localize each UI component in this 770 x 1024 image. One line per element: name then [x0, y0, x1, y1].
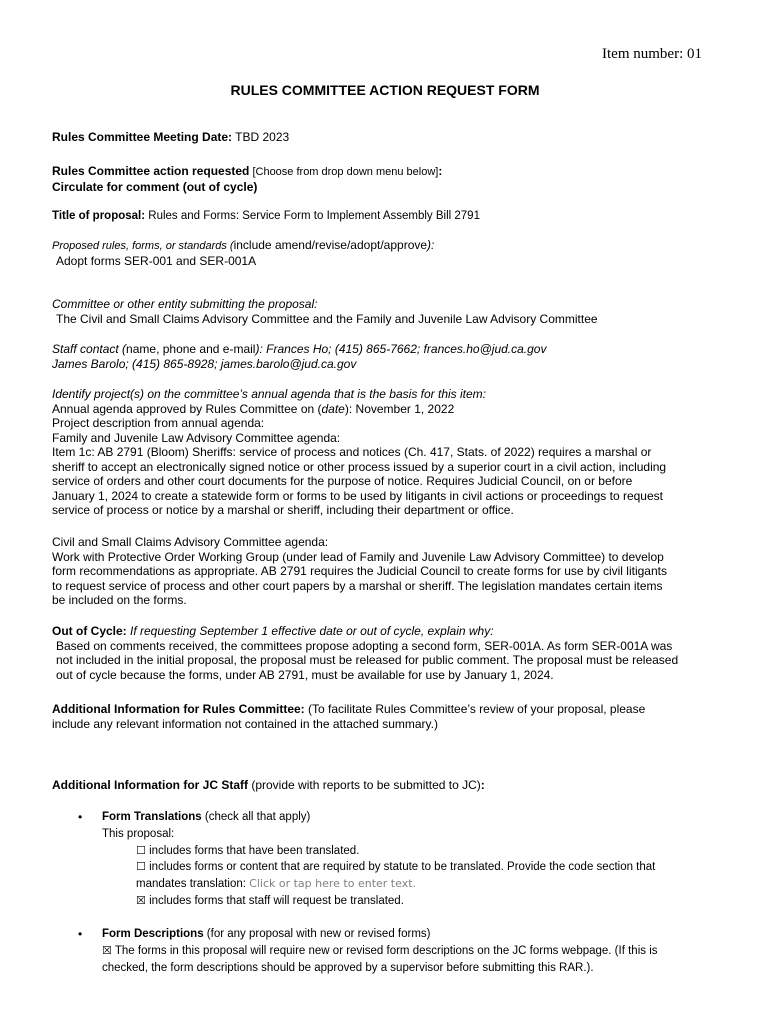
ooc-line-0: Based on comments received, the committees propose adopting a second form, SER-001A. As form SER-001A was — [56, 638, 673, 653]
translations-label: Form Translations — [102, 811, 202, 823]
checked-checkbox-icon[interactable]: ☒ — [102, 943, 112, 957]
action-hint: [Choose from drop down menu below] — [249, 166, 439, 178]
translation-option-1 — [102, 843, 722, 860]
action-colon: : — [438, 164, 443, 178]
family-line-2: service of orders and other court documents for the purpose of notice. Requires Judicial Council, on or before — [52, 474, 633, 488]
form-title: RULES COMMITTEE ACTION REQUEST FORM — [230, 82, 540, 98]
ooc-line-1: not included in the initial proposal, the proposal must be released for public comment. The proposal must be released — [56, 653, 679, 667]
civil-line-1: form recommendations as appropriate. AB 2791 requires the Judicial Council to create forms for use by civil litigants — [52, 564, 667, 578]
additional-rules-line-1: (To facilitate Rules Committee’s review of your proposal, please — [304, 702, 646, 716]
family-line-1: sheriff to accept an electronically signed notice or other process issued by a superior court in a civil action, including — [52, 459, 667, 474]
action-label: Rules Committee action requested — [52, 164, 250, 178]
civil-line-2: to request service of process and other court papers by a marshal or sheriff. The legislation mandates certain items — [52, 578, 663, 593]
meeting-date-value: TBD 2023 — [232, 130, 290, 144]
family-line-4: service of process or notice by a marshal or sheriff, including their department or office. — [52, 503, 514, 517]
staff-contact — [52, 342, 722, 371]
approved-a: Annual agenda approved by Rules Committee on ( — [52, 401, 322, 416]
approved-b: ): November 1, 2022 — [344, 401, 455, 416]
translation-option-2-cont — [102, 876, 722, 893]
unchecked-checkbox-icon[interactable]: ☐ — [136, 843, 146, 857]
bullet-icon: • — [78, 927, 83, 941]
civil-line-3: be included on the forms. — [52, 593, 187, 607]
translation-option-3-text: includes forms that staff will request be translated. — [145, 894, 404, 907]
proposed-label-b: include amend/revise/adopt/approve — [233, 238, 428, 252]
civil-label: Civil and Small Claims Advisory Committee agenda: — [52, 535, 329, 549]
action-requested — [52, 164, 722, 194]
out-of-cycle — [52, 624, 722, 682]
meeting-date — [52, 130, 722, 145]
committee-label: Committee or other entity submitting the proposal: — [52, 297, 318, 311]
proposed-value: Adopt forms SER-001 and SER-001A — [56, 253, 257, 268]
family-label: Family and Juvenile Law Advisory Committee agenda: — [52, 430, 341, 445]
ooc-hint: If requesting September 1 effective date or out of cycle, explain why: — [126, 624, 494, 638]
translation-option-3 — [102, 893, 722, 910]
additional-rules-label: Additional Information for Rules Committee: — [52, 702, 305, 716]
additional-rules — [52, 702, 722, 731]
code-section-input[interactable]: Click or tap here to enter text. — [249, 877, 417, 891]
committee-value: The Civil and Small Claims Advisory Committee and the Family and Juvenile Law Advisory Committee — [56, 311, 598, 326]
proposal-title-label: Title of proposal: — [52, 210, 146, 222]
additional-jc-colon: : — [480, 778, 485, 792]
additional-jc — [52, 778, 722, 793]
meeting-date-label: Rules Committee Meeting Date: — [52, 130, 233, 144]
item-number: Item number: 01 — [602, 46, 702, 62]
descriptions-line-2: checked, the form descriptions should be approved by a supervisor before submitting this RAR.). — [102, 961, 594, 974]
checked-checkbox-icon[interactable]: ☒ — [136, 893, 146, 907]
additional-jc-hint: (provide with reports to be submitted to JC) — [248, 778, 481, 792]
family-line-0: Item 1c: AB 2791 (Bloom) Sheriffs: service of process and notices (Ch. 417, Stats. of 2022) requires a marshal or — [52, 445, 652, 459]
project-label: Identify project(s) on the committee’s annual agenda that is the basis for this item: — [52, 387, 487, 401]
committee — [52, 297, 722, 326]
staff-label: Staff contact ( — [52, 342, 127, 356]
descriptions-line-1: The forms in this proposal will require new or revised form descriptions on the JC forms webpage. (If this is — [111, 944, 658, 957]
proposal-title — [52, 209, 722, 224]
descriptions-label: Form Descriptions — [102, 928, 204, 940]
staff-label-c: ): — [255, 342, 267, 356]
proposed-label-c: ): — [427, 238, 435, 252]
ooc-line-2: out of cycle because the forms, under AB 2791, must be available for use by January 1, 2024. — [56, 667, 554, 682]
translations-intro: This proposal: — [102, 827, 175, 840]
desc-label: Project description from annual agenda: — [52, 416, 265, 430]
civil-line-0: Work with Protective Order Working Group (under lead of Family and Juvenile Law Advisory Committee) to develop — [52, 549, 664, 564]
unchecked-checkbox-icon[interactable]: ☐ — [136, 860, 146, 874]
proposal-title-value: Rules and Forms: Service Form to Implement Assembly Bill 2791 — [145, 210, 480, 222]
bullet-icon: • — [78, 810, 83, 824]
staff-line-1: Frances Ho; (415) 865-7662; frances.ho@jud.ca.gov — [266, 342, 547, 356]
proposed-rules — [52, 238, 722, 268]
staff-label-b: name, phone and e-mail — [126, 342, 256, 356]
translation-option-1-text: includes forms that have been translated. — [145, 844, 360, 857]
translation-option-2 — [102, 859, 722, 876]
project — [52, 387, 722, 518]
civil-agenda — [52, 535, 722, 608]
ooc-label: Out of Cycle: — [52, 624, 127, 638]
form-descriptions — [78, 926, 722, 976]
descriptions-hint: (for any proposal with new or revised forms) — [203, 928, 431, 940]
proposed-label-a: Proposed rules, forms, or standards ( — [52, 240, 234, 252]
action-value[interactable]: Circulate for comment (out of cycle) — [52, 179, 258, 194]
additional-jc-label: Additional Information for JC Staff — [52, 778, 248, 792]
family-line-3: January 1, 2024 to create a statewide form or forms to be used by litigants in civil actions or proceedings to request — [52, 488, 663, 503]
translation-option-2-text-a: includes forms or content that are required by statute to be translated. Provide the code section that — [145, 861, 656, 874]
translations-hint: (check all that apply) — [201, 811, 311, 823]
additional-rules-line-2: include any relevant information not contained in the attached summary.) — [52, 716, 438, 731]
form-translations — [78, 809, 722, 910]
staff-line-2: James Barolo; (415) 865-8928; james.barolo@jud.ca.gov — [52, 356, 357, 371]
approved-date-label: date — [321, 401, 345, 416]
translation-option-2-text-b: mandates translation: — [136, 878, 250, 891]
